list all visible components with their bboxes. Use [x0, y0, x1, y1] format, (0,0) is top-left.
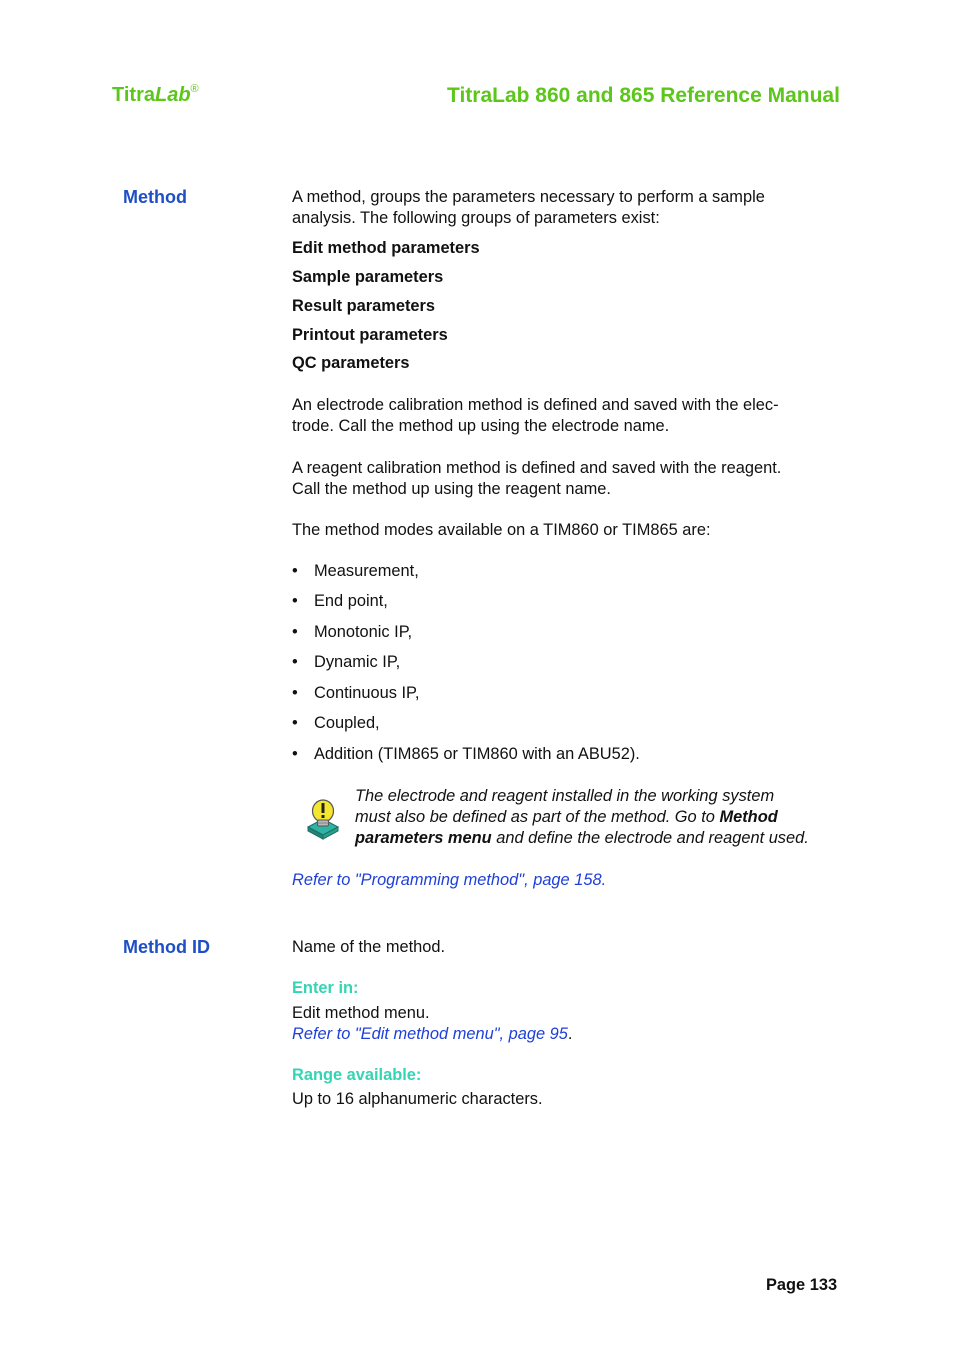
manual-title: TitraLab 860 and 865 Reference Manual	[447, 84, 840, 107]
bullet-dot: •	[292, 592, 298, 610]
list-item-text: Monotonic IP,	[314, 623, 413, 641]
bullet-dot: •	[292, 714, 298, 732]
reagent-line-2: Call the method up using the reagent name.	[292, 479, 611, 498]
method-intro-line-2: analysis. The following groups of parameters exist:	[292, 208, 660, 227]
list-item-text: Addition (TIM865 or TIM860 with an ABU52).	[314, 745, 640, 763]
section-heading-method-id: Method ID	[123, 937, 210, 957]
parameter-group-1: Edit method parameters	[292, 239, 480, 257]
page-number: Page 133	[766, 1276, 838, 1294]
reagent-paragraph	[292, 458, 832, 499]
list-item-text: Measurement,	[314, 562, 419, 580]
list-item-text: Continuous IP,	[314, 684, 420, 702]
modes-intro: The method modes available on a TIM860 or TIM865 are:	[292, 521, 711, 539]
parameter-group-4: Printout parameters	[292, 326, 448, 344]
enter-in-value: Edit method menu.	[292, 1004, 430, 1022]
programming-method-link[interactable]: Refer to "Programming method", page 158	[292, 871, 602, 889]
edit-method-menu-link[interactable]: Refer to "Edit method menu", page 95	[292, 1025, 568, 1043]
lightbulb-warning-icon	[305, 797, 341, 843]
range-available-label: Range available:	[292, 1066, 422, 1084]
list-item-text: Coupled,	[314, 714, 380, 732]
bullet-dot: •	[292, 684, 298, 702]
note-line-3: parameters menu and define the electrode and reagent used.	[355, 828, 809, 847]
note-text	[355, 786, 845, 848]
list-item-text: Dynamic IP,	[314, 653, 401, 671]
bullet-dot: •	[292, 562, 298, 580]
enter-in-label: Enter in:	[292, 979, 359, 997]
reference-programming-method: Refer to "Programming method", page 158.	[292, 871, 607, 889]
bullet-dot: •	[292, 745, 298, 763]
reference-edit-method-menu: Refer to "Edit method menu", page 95.	[292, 1025, 573, 1043]
section-heading-method: Method	[123, 187, 187, 207]
method-intro	[292, 187, 832, 228]
bullet-dot: •	[292, 653, 298, 671]
bullet-dot: •	[292, 623, 298, 641]
range-available-value: Up to 16 alphanumeric characters.	[292, 1090, 543, 1108]
electrode-paragraph	[292, 395, 832, 436]
parameter-group-3: Result parameters	[292, 297, 436, 315]
list-item-text: End point,	[314, 592, 388, 610]
brand-logo: TitraLab®	[112, 83, 199, 106]
method-intro-line-1: A method, groups the parameters necessary to perform a sample	[292, 188, 765, 206]
electrode-line-1: An electrode calibration method is defined and saved with the elec-	[292, 396, 779, 414]
reagent-line-1: A reagent calibration method is defined and saved with the reagent.	[292, 459, 782, 477]
method-id-description: Name of the method.	[292, 938, 446, 956]
electrode-line-2: trode. Call the method up using the electrode name.	[292, 416, 670, 435]
parameter-group-2: Sample parameters	[292, 268, 444, 286]
note-line-1: The electrode and reagent installed in the working system	[355, 787, 775, 805]
note-line-2: must also be defined as part of the method. Go to Method	[355, 807, 778, 826]
parameter-group-5: QC parameters	[292, 354, 410, 372]
